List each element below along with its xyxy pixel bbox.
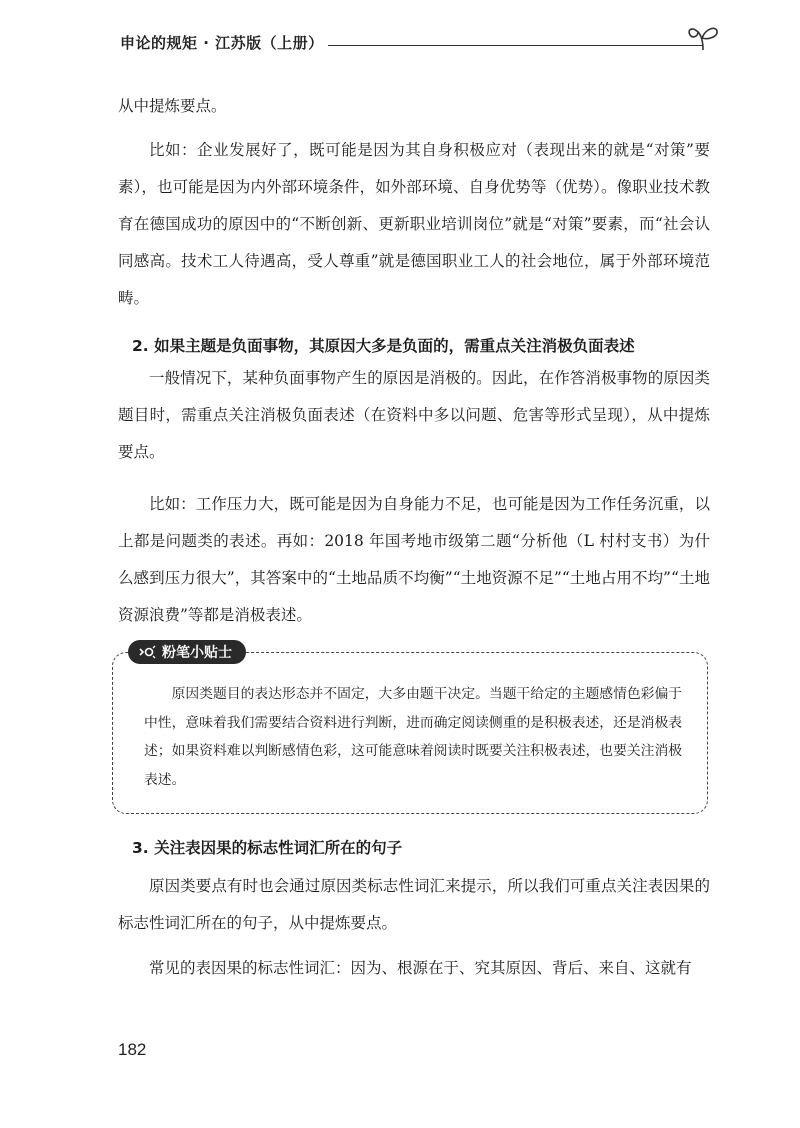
paragraph: 比如：工作压力大，既可能是因为自身能力不足，也可能是因为工作任务沉重，以上都是问题类的表述。再如：2018 年国考地市级第二题“分析他（L 村村支书）为什么感到压力很大”，其答案中的“土地品质不均衡”“土地资源不足”“土地占用不均”“土地资源浪费”等都是消极表述。 bbox=[118, 495, 710, 624]
paragraph: 常见的表因果的标志性词汇：因为、根源在于、究其原因、背后、来自、这就有 bbox=[149, 959, 692, 977]
tip-badge bbox=[128, 640, 246, 664]
tip-label: 粉笔小贴士 bbox=[162, 645, 232, 661]
paragraph: 比如：企业发展好了，既可能是因为其自身积极应对（表现出来的就是“对策”要素），也可能是因为内外部环境条件，如外部环境、自身优势等（优势）。像职业技术教育在德国成功的原因中的“不断创新、更新职业培训岗位”就是“对策”要素，而“社会认同感高。技术工人待遇高，受人尊重”就是德国职业工人的社会地位，属于外部环境范畴。 bbox=[118, 141, 710, 307]
bulb-icon bbox=[138, 645, 156, 659]
sprout-icon bbox=[686, 24, 720, 52]
section-heading: 2. 如果主题是负面事物，其原因大多是负面的，需重点关注消极负面表述 bbox=[132, 337, 635, 355]
section-heading: 3. 关注表因果的标志性词汇所在的句子 bbox=[132, 839, 403, 857]
running-header bbox=[120, 30, 720, 60]
page-number: 182 bbox=[118, 1040, 147, 1059]
tip-text: 原因类题目的表达形态并不固定，大多由题干决定。当题干给定的主题感情色彩偏于中性，意味着我们需要结合资料进行判断，进而确定阅读侧重的是积极表述，还是消极表述；如果资料难以判断感情色彩，这可能意味着阅读时既要关注积极表述，也要关注消极表述。 bbox=[144, 686, 683, 788]
paragraph: 原因类要点有时也会通过原因类标志性词汇来提示，所以我们可重点关注表因果的标志性词汇所在的句子，从中提炼要点。 bbox=[118, 877, 710, 932]
paragraph: 一般情况下，某种负面事物产生的原因是消极的。因此，在作答消极事物的原因类题目时，需重点关注消极负面表述（在资料中多以问题、危害等形式呈现），从中提炼要点。 bbox=[118, 369, 710, 461]
book-title: 申论的规矩 · 江苏版（上册） bbox=[120, 34, 324, 52]
header-rule bbox=[328, 45, 702, 46]
paragraph: 从中提炼要点。 bbox=[118, 97, 227, 115]
